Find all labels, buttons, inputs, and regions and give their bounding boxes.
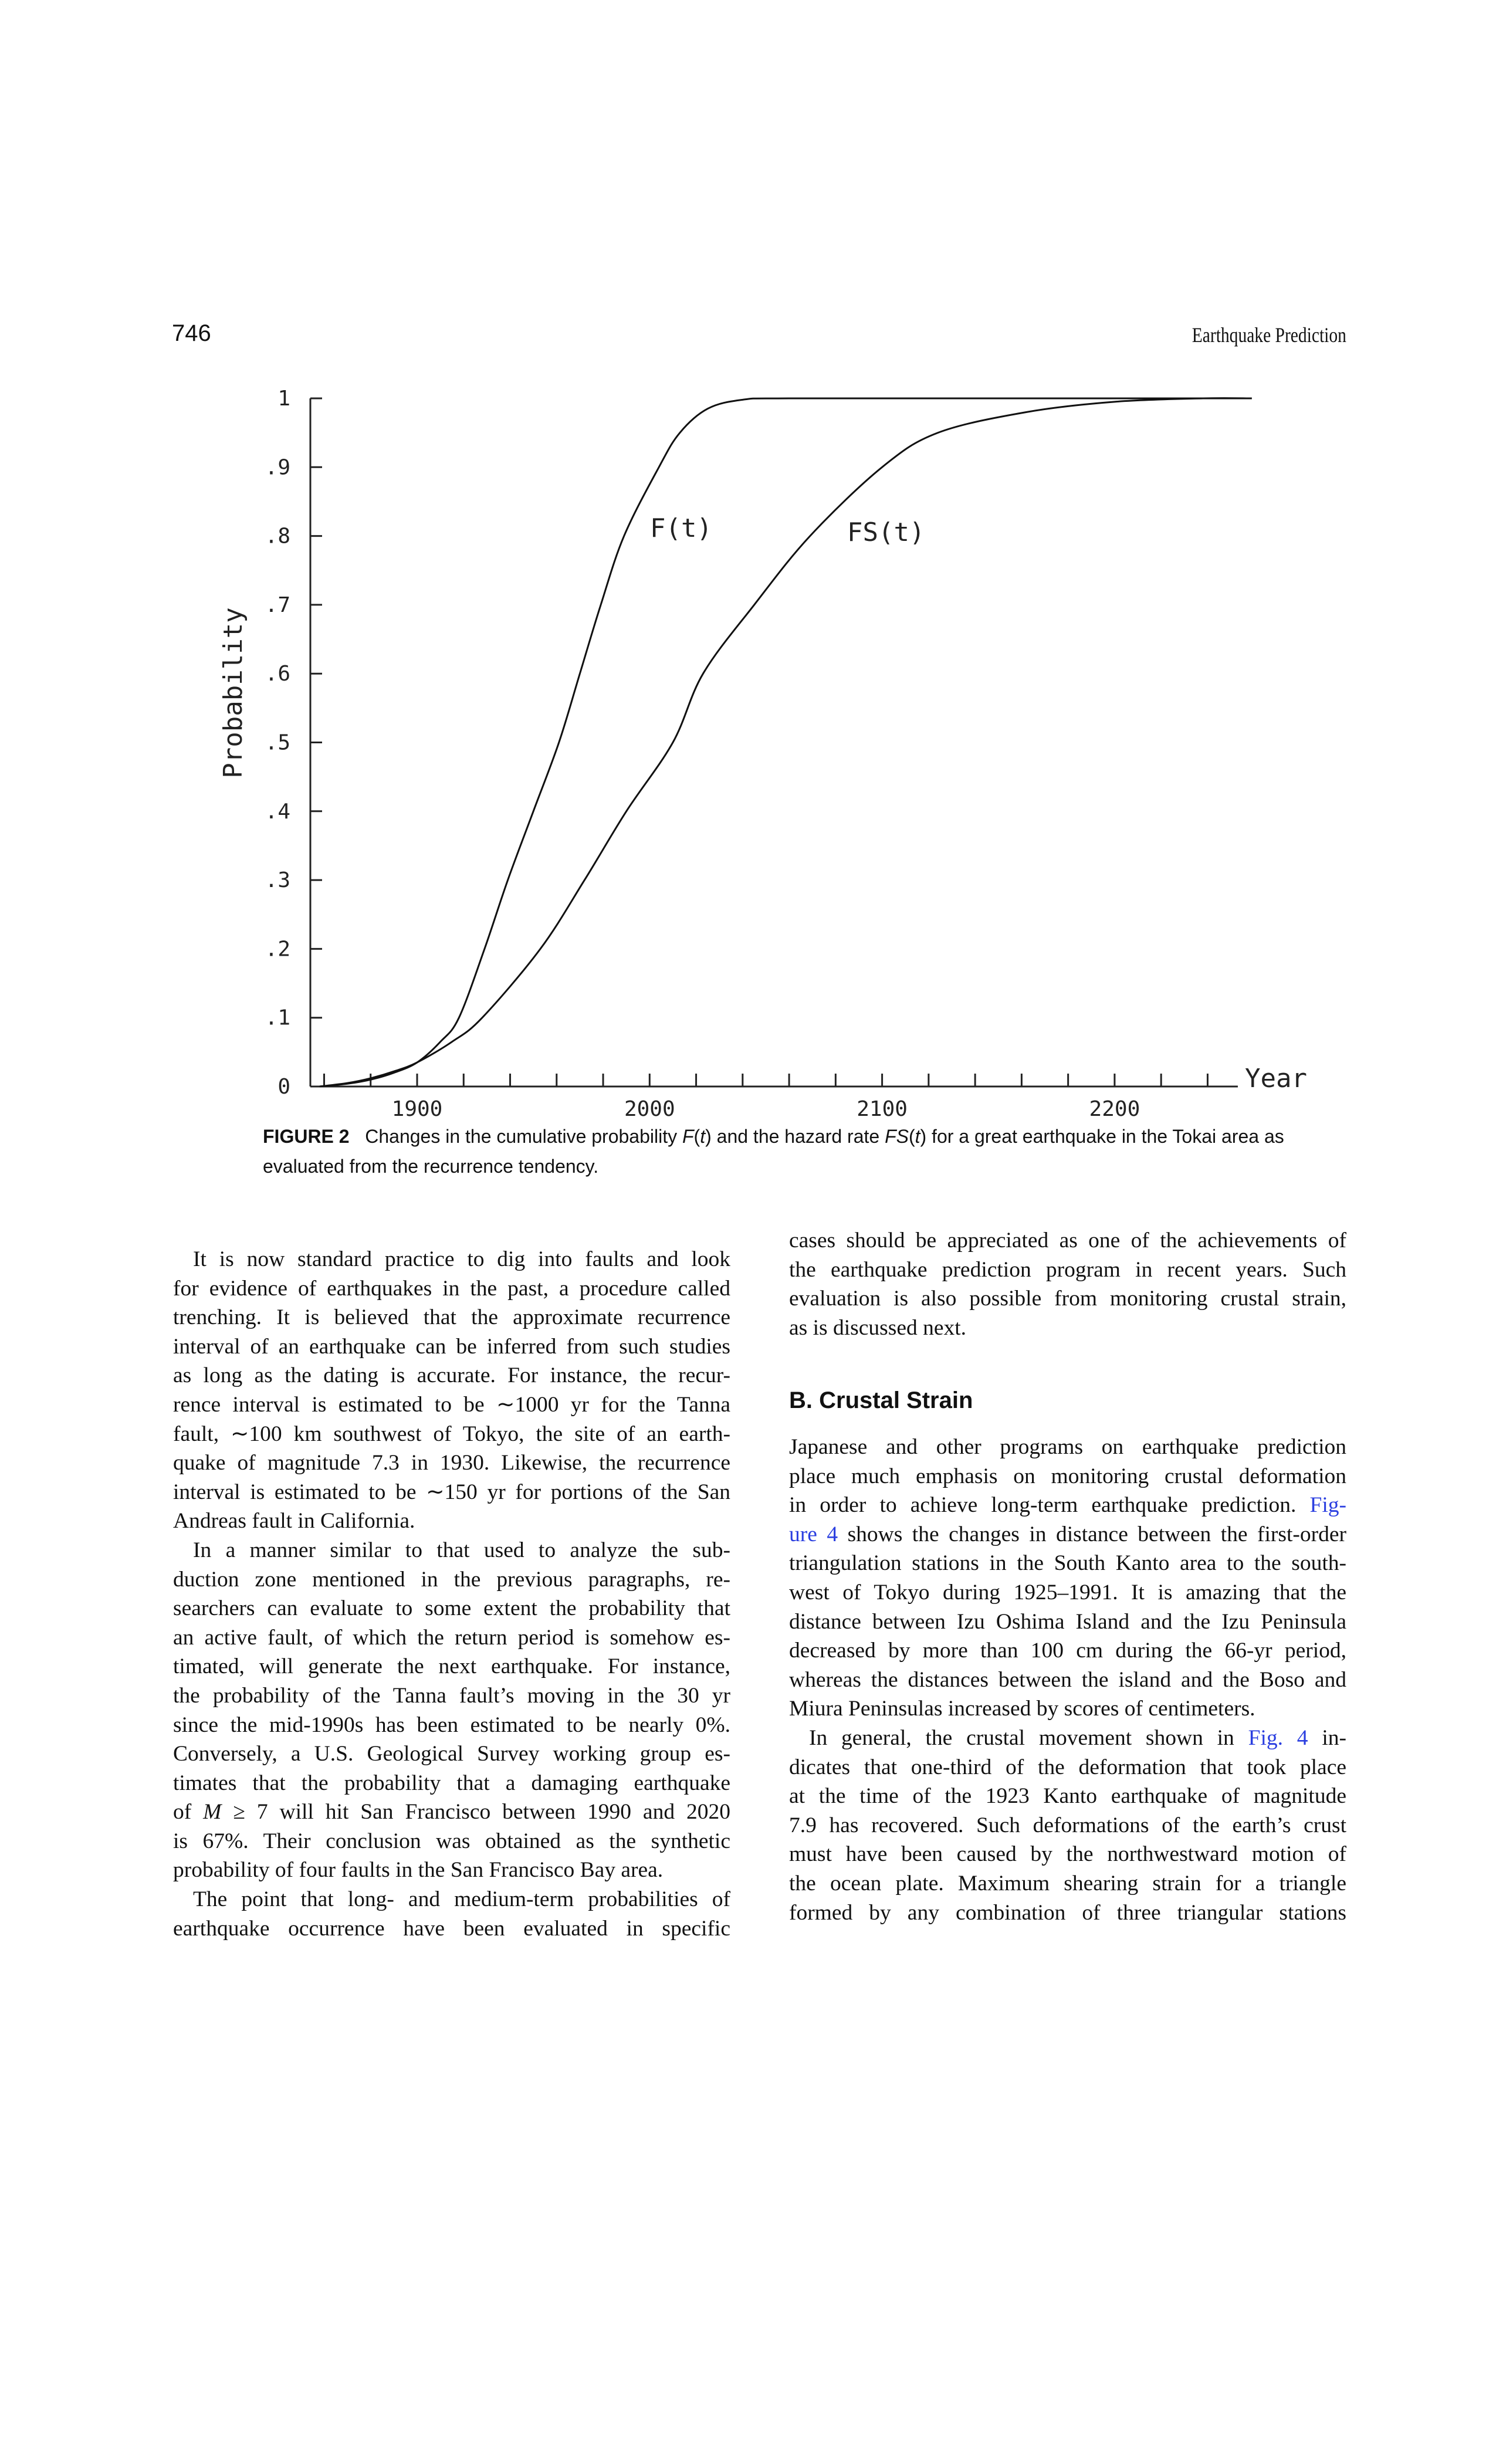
text-line: Miura Peninsulas increased by scores of centimeters. — [789, 1697, 1255, 1721]
caption-label: FIGURE 2 — [263, 1126, 350, 1147]
y-tick-label: .6 — [265, 662, 290, 686]
y-axis-label: Probability — [218, 607, 248, 779]
text-line — [789, 1724, 1346, 1753]
text-line: It is now standard practice to dig into faults and look — [193, 1247, 730, 1271]
text-span: in order to achieve long-term earthquake prediction. — [789, 1493, 1310, 1518]
text-line — [789, 1491, 1346, 1520]
text-line: timates that the probability that a damaging earthquake — [173, 1771, 730, 1795]
text-line: The point that long- and medium-term probabilities of — [193, 1887, 730, 1912]
text-line: an active fault, of which the return period is somehow es- — [173, 1625, 730, 1650]
figure-link[interactable]: Fig- — [1309, 1493, 1346, 1518]
text-line: searchers can evaluate to some extent the probability that — [173, 1596, 730, 1621]
text-line: earthquake occurrence have been evaluated in specific — [173, 1916, 730, 1941]
text-line: decreased by more than 100 cm during the 66-yr period, — [789, 1639, 1346, 1663]
caption-f: F — [682, 1126, 694, 1147]
caption-t: t — [915, 1126, 920, 1147]
x-tick-label: 2200 — [1089, 1097, 1140, 1121]
text-span: in- — [1308, 1725, 1346, 1750]
x-axis-label: Year — [1245, 1064, 1307, 1094]
text-line: is 67%. Their conclusion was obtained as the synthetic — [173, 1829, 730, 1853]
text-line: whereas the distances between the island and the Boso and — [789, 1667, 1346, 1692]
caption-text: for a great earthquake in the Tokai area as evaluated from the recurrence tendency. — [263, 1126, 1284, 1177]
y-tick-label: .4 — [265, 799, 290, 824]
text-line: distance between Izu Oshima Island and the Izu Peninsula — [789, 1609, 1346, 1634]
y-tick-label: .9 — [265, 455, 290, 480]
text-span: of — [173, 1800, 204, 1825]
x-tick-label: 1900 — [391, 1097, 443, 1121]
text-line: Andreas fault in California. — [173, 1509, 415, 1534]
text-line: as is discussed next. — [789, 1315, 967, 1340]
text-line: duction zone mentioned in the previous paragraphs, re- — [173, 1567, 730, 1592]
series-label-fs: FS(t) — [847, 517, 925, 547]
text-line: for evidence of earthquakes in the past, a procedure called — [173, 1276, 730, 1301]
text-span: shows the changes in distance between the first-order — [838, 1522, 1346, 1546]
left-column — [173, 1245, 730, 1943]
caption-text: Changes in the cumulative probability — [365, 1126, 682, 1147]
text-line: since the mid-1990s has been estimated to be nearly 0%. — [173, 1712, 730, 1737]
section-heading: B. Crustal Strain — [789, 1387, 973, 1413]
running-title: Earthquake Prediction — [1192, 323, 1346, 347]
right-column — [789, 1433, 1346, 1927]
text-line: fault, ∼100 km southwest of Tokyo, the site of an earth- — [173, 1421, 730, 1446]
x-tick-label: 2000 — [624, 1097, 675, 1121]
probability-chart — [0, 0, 1496, 1173]
text-span: M — [203, 1800, 222, 1825]
text-span: ≥ 7 will hit San Francisco between 1990 and 2020 — [221, 1800, 730, 1825]
text-line: as long as the dating is accurate. For instance, the recur- — [173, 1363, 730, 1388]
text-line: interval of an earthquake can be inferred from such studies — [173, 1334, 730, 1359]
figure-link[interactable]: Fig. 4 — [1248, 1725, 1308, 1750]
text-line: interval is estimated to be ∼150 yr for portions of the San — [173, 1480, 730, 1504]
text-line: the earthquake prediction program in recent years. Such — [789, 1257, 1346, 1282]
text-line: 7.9 has recovered. Such deformations of the earth’s crust — [789, 1813, 1346, 1837]
text-line: at the time of the 1923 Kanto earthquake of magnitude — [789, 1784, 1346, 1809]
text-line: cases should be appreciated as one of the achievements of — [789, 1228, 1346, 1253]
text-line: the probability of the Tanna fault’s moving in the 30 yr — [173, 1683, 730, 1708]
text-span: In general, the crustal movement shown in — [809, 1725, 1248, 1750]
text-line: In a manner similar to that used to analyze the sub- — [193, 1538, 730, 1562]
text-line: quake of magnitude 7.3 in 1930. Likewise, the recurrence — [173, 1451, 730, 1475]
text-line: probability of four faults in the San Francisco Bay area. — [173, 1858, 664, 1883]
series-label-f: F(t) — [650, 513, 712, 543]
text-line — [173, 1798, 730, 1827]
text-line — [789, 1520, 1346, 1549]
y-tick-label: 1 — [277, 387, 290, 411]
series-line-f — [320, 398, 1252, 1087]
right-column-top — [789, 1226, 1346, 1342]
text-line: evaluation is also possible from monitoring crustal strain, — [789, 1287, 1346, 1311]
x-tick-label: 2100 — [857, 1097, 908, 1121]
text-line: the ocean plate. Maximum shearing strain for a triangle — [789, 1871, 1346, 1896]
y-tick-label: 0 — [277, 1075, 290, 1099]
text-line: must have been caused by the northwestward motion of — [789, 1842, 1346, 1867]
page-number: 746 — [172, 320, 211, 346]
y-tick-label: .8 — [265, 524, 290, 549]
text-line: west of Tokyo during 1925–1991. It is amazing that the — [789, 1580, 1346, 1605]
y-tick-label: .5 — [265, 730, 290, 755]
y-tick-label: .1 — [265, 1006, 290, 1030]
caption-t: t — [700, 1126, 706, 1147]
text-line: trenching. It is believed that the approximate recurrence — [173, 1305, 730, 1330]
figure-link[interactable]: ure 4 — [789, 1522, 838, 1546]
caption-text: and the hazard rate — [711, 1126, 885, 1147]
text-line: rence interval is estimated to be ∼1000 yr for the Tanna — [173, 1392, 730, 1417]
y-tick-label: .7 — [265, 593, 290, 617]
text-line: formed by any combination of three triangular stations — [789, 1900, 1346, 1925]
series-line-fs — [320, 398, 1252, 1087]
caption-fs: FS — [885, 1126, 909, 1147]
text-line: Japanese and other programs on earthquake prediction — [789, 1435, 1346, 1459]
text-line: Conversely, a U.S. Geological Survey working group es- — [173, 1742, 730, 1766]
text-line: triangulation stations in the South Kanto area to the south- — [789, 1551, 1346, 1576]
text-line: place much emphasis on monitoring crustal deformation — [789, 1464, 1346, 1488]
y-tick-label: .2 — [265, 937, 290, 962]
y-tick-label: .3 — [265, 868, 290, 893]
text-line: timated, will generate the next earthquake. For instance, — [173, 1654, 730, 1679]
figure-caption: FIGURE 2 Changes in the cumulative probability F(t) and the hazard rate FS(t) for a great earthquake in the Tokai area as evaluated from the recurrence tendency. — [263, 1126, 1284, 1177]
text-line: dicates that one-third of the deformation that took place — [789, 1755, 1346, 1779]
